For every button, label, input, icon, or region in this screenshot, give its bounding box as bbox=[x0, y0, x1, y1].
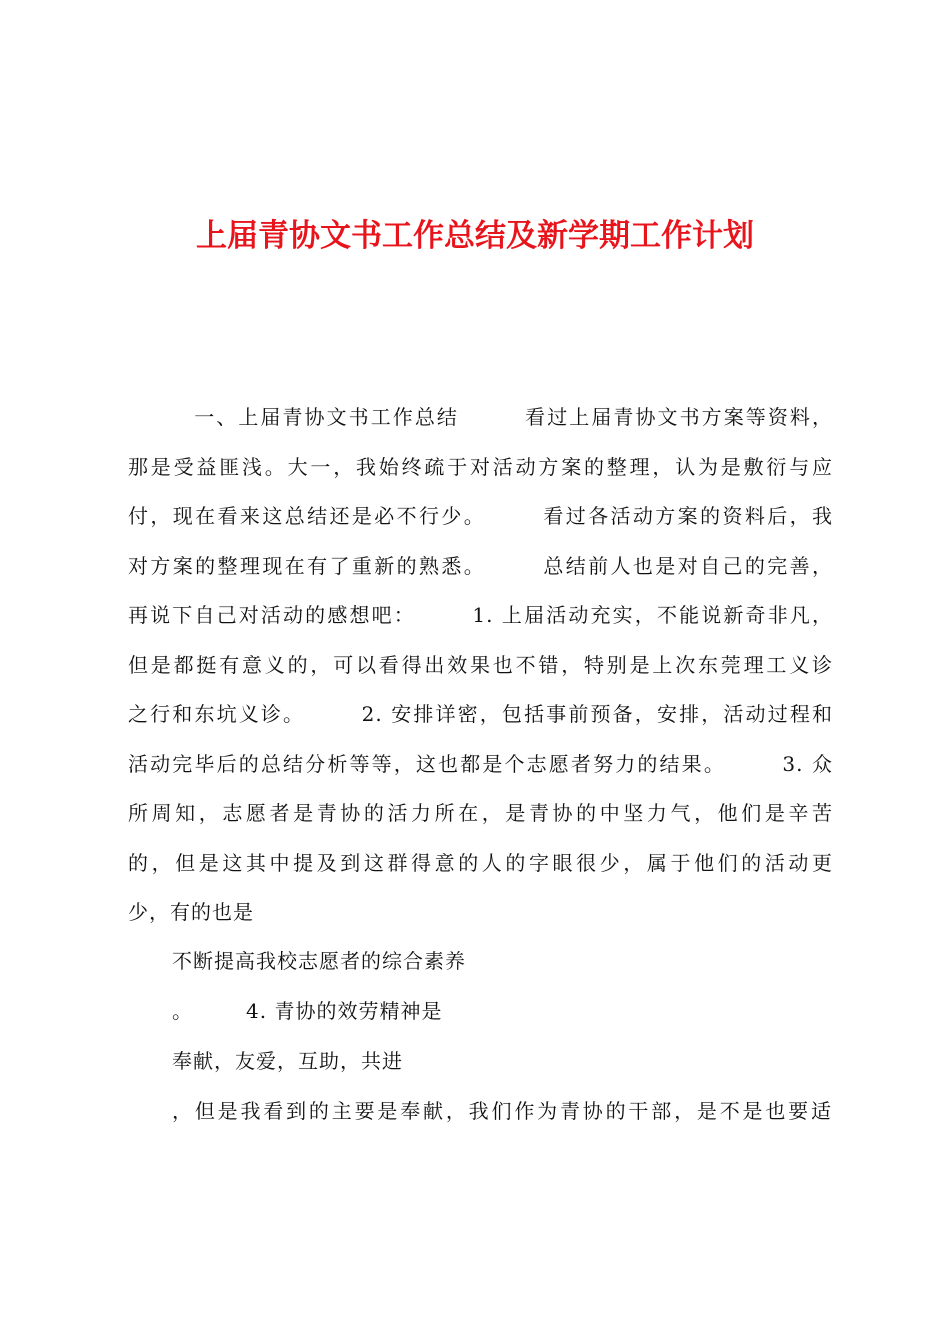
text-line-dedication: ，但是我看到的主要是奉献，我们作为青协的干部，是不是也要适 bbox=[172, 1099, 832, 1123]
paragraph-line: 一、上届青协文书工作总结 看过上届青协文书方案等资料， bbox=[128, 405, 833, 429]
paragraph-line: 的，但是这其中提及到这群得意的人的字眼很少，属于他们的活动更 bbox=[128, 850, 833, 875]
paragraph-line: 但是都挺有意义的，可以看得出效果也不错，特别是上次东莞理工义诊 bbox=[128, 652, 833, 677]
text-line-volunteer-quality: 不断提高我校志愿者的综合素养 bbox=[172, 949, 466, 973]
main-paragraph bbox=[128, 393, 833, 938]
paragraph-line: 对方案的整理现在有了重新的熟悉。 总结前人也是对自己的完善， bbox=[128, 553, 833, 578]
paragraph-line: 少，有的也是 bbox=[128, 900, 254, 924]
document-title: 上届青协文书工作总结及新学期工作计划 bbox=[196, 218, 754, 254]
paragraph-line: 活动完毕后的总结分析等等，这也都是个志愿者努力的结果。 3. 众 bbox=[128, 751, 833, 776]
paragraph-line: 付，现在看来这总结还是必不行少。 看过各活动方案的资料后，我 bbox=[128, 504, 833, 528]
paragraph-line: 所周知，志愿者是青协的活力所在，是青协的中坚力气，他们是辛苦 bbox=[128, 801, 833, 825]
paragraph-line: 之行和东坑义诊。 2. 安排详密，包括事前预备，安排，活动过程和 bbox=[128, 702, 833, 726]
text-line-service-spirit: 。 4. 青协的效劳精神是 bbox=[172, 999, 443, 1023]
text-line-values: 奉献，友爱，互助，共进 bbox=[172, 1049, 403, 1073]
paragraph-line: 那是受益匪浅。大一，我始终疏于对活动方案的整理，认为是敷衍与应 bbox=[128, 454, 833, 479]
paragraph-line: 再说下自己对活动的感想吧： 1. 上届活动充实，不能说新奇非凡， bbox=[128, 603, 833, 627]
